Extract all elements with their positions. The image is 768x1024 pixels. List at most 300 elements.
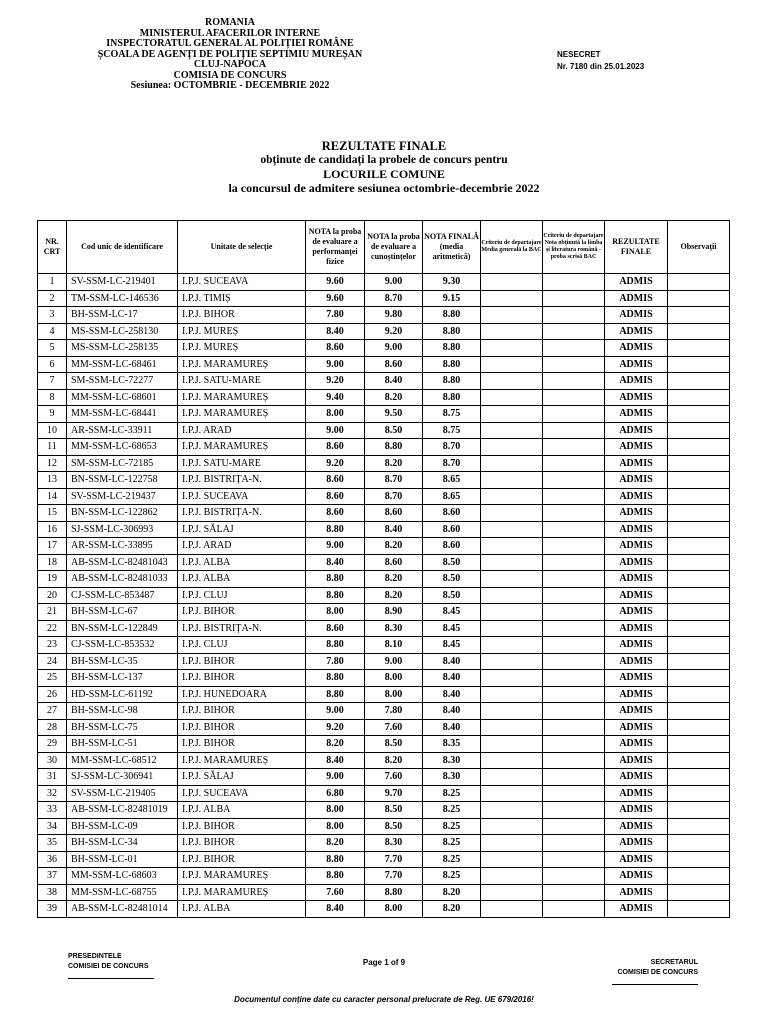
document-number: Nr. 7180 din 25.01.2023 — [557, 62, 645, 71]
selection-unit: I.P.J. CLUJ — [178, 587, 306, 604]
grade-final: 8.40 — [423, 670, 481, 687]
candidate-code: BN-SSM-LC-122849 — [67, 620, 178, 637]
row-number: 9 — [38, 406, 67, 423]
candidate-code: SJ-SSM-LC-306993 — [67, 521, 178, 538]
row-number: 13 — [38, 472, 67, 489]
final-result: ADMIS — [605, 274, 668, 291]
grade-physical: 8.00 — [306, 818, 365, 835]
grade-final: 8.20 — [423, 901, 481, 918]
selection-unit: I.P.J. TIMIȘ — [178, 290, 306, 307]
grade-knowledge: 8.20 — [365, 455, 423, 472]
grade-final: 8.25 — [423, 818, 481, 835]
president-commission: COMISIEI DE CONCURS — [68, 963, 149, 970]
grade-physical: 9.00 — [306, 422, 365, 439]
table-row — [38, 703, 730, 720]
grade-physical: 8.00 — [306, 802, 365, 819]
grade-physical: 8.00 — [306, 406, 365, 423]
grade-final: 8.30 — [423, 752, 481, 769]
criterion-romanian — [543, 406, 605, 423]
candidate-code: CJ-SSM-LC-853532 — [67, 637, 178, 654]
final-result: ADMIS — [605, 835, 668, 852]
row-number: 36 — [38, 851, 67, 868]
final-result: ADMIS — [605, 488, 668, 505]
selection-unit: I.P.J. SĂLAJ — [178, 521, 306, 538]
grade-final: 8.40 — [423, 653, 481, 670]
observations — [668, 653, 730, 670]
grade-knowledge: 8.50 — [365, 736, 423, 753]
classification-block — [557, 49, 644, 73]
final-result: ADMIS — [605, 554, 668, 571]
criterion-bac — [481, 521, 543, 538]
criterion-bac — [481, 818, 543, 835]
observations — [668, 785, 730, 802]
criterion-bac — [481, 356, 543, 373]
grade-knowledge: 8.00 — [365, 901, 423, 918]
header-line: CLUJ-NAPOCA — [193, 59, 267, 70]
criterion-romanian — [543, 670, 605, 687]
grade-knowledge: 8.60 — [365, 554, 423, 571]
criterion-bac — [481, 439, 543, 456]
grade-physical: 8.40 — [306, 323, 365, 340]
table-header-row — [38, 221, 730, 274]
grade-physical: 9.00 — [306, 538, 365, 555]
criterion-romanian — [543, 653, 605, 670]
table-row — [38, 488, 730, 505]
grade-knowledge: 8.30 — [365, 835, 423, 852]
row-number: 24 — [38, 653, 67, 670]
grade-physical: 8.80 — [306, 637, 365, 654]
criterion-romanian — [543, 604, 605, 621]
row-number: 32 — [38, 785, 67, 802]
grade-knowledge: 8.10 — [365, 637, 423, 654]
grade-physical: 8.80 — [306, 686, 365, 703]
observations — [668, 340, 730, 357]
row-number: 15 — [38, 505, 67, 522]
title-line-2: obținute de candidați la probele de concurs pentru — [260, 154, 508, 166]
candidate-code: MM-SSM-LC-68603 — [67, 868, 178, 885]
grade-final: 8.80 — [423, 323, 481, 340]
observations — [668, 736, 730, 753]
row-number: 34 — [38, 818, 67, 835]
row-number: 27 — [38, 703, 67, 720]
grade-knowledge: 8.90 — [365, 604, 423, 621]
criterion-bac — [481, 785, 543, 802]
observations — [668, 455, 730, 472]
row-number: 19 — [38, 571, 67, 588]
candidate-code: AB-SSM-LC-82481043 — [67, 554, 178, 571]
criterion-romanian — [543, 637, 605, 654]
grade-knowledge: 7.70 — [365, 868, 423, 885]
table-row — [38, 686, 730, 703]
selection-unit: I.P.J. MARAMUREȘ — [178, 406, 306, 423]
grade-final: 8.40 — [423, 686, 481, 703]
header-line: ȘCOALA DE AGENȚI DE POLIȚIE SEPTIMIU MUREȘAN — [97, 48, 363, 60]
observations — [668, 274, 730, 291]
table-row — [38, 373, 730, 390]
grade-final: 8.45 — [423, 604, 481, 621]
criterion-romanian — [543, 587, 605, 604]
classification-level: NESECRET — [557, 50, 601, 59]
secretary-commission: COMISIEI DE CONCURS — [617, 969, 698, 976]
final-result: ADMIS — [605, 472, 668, 489]
criterion-bac — [481, 538, 543, 555]
final-result: ADMIS — [605, 703, 668, 720]
row-number: 5 — [38, 340, 67, 357]
grade-final: 8.80 — [423, 307, 481, 324]
observations — [668, 769, 730, 786]
grade-knowledge: 9.00 — [365, 340, 423, 357]
criterion-bac — [481, 373, 543, 390]
row-number: 21 — [38, 604, 67, 621]
final-result: ADMIS — [605, 637, 668, 654]
grade-physical: 9.00 — [306, 356, 365, 373]
candidate-code: MM-SSM-LC-68653 — [67, 439, 178, 456]
grade-knowledge: 8.20 — [365, 389, 423, 406]
criterion-romanian — [543, 307, 605, 324]
grade-final: 8.35 — [423, 736, 481, 753]
candidate-code: SJ-SSM-LC-306941 — [67, 769, 178, 786]
criterion-bac — [481, 604, 543, 621]
selection-unit: I.P.J. BIHOR — [178, 736, 306, 753]
criterion-romanian — [543, 356, 605, 373]
grade-knowledge: 7.60 — [365, 719, 423, 736]
row-number: 14 — [38, 488, 67, 505]
grade-physical: 8.40 — [306, 901, 365, 918]
criterion-bac — [481, 274, 543, 291]
row-number: 38 — [38, 884, 67, 901]
final-result: ADMIS — [605, 686, 668, 703]
table-row — [38, 620, 730, 637]
selection-unit: I.P.J. BISTRIȚA-N. — [178, 620, 306, 637]
table-row — [38, 472, 730, 489]
grade-physical: 9.60 — [306, 290, 365, 307]
document-title — [0, 139, 768, 195]
institution-header — [60, 18, 400, 92]
grade-knowledge: 8.30 — [365, 620, 423, 637]
candidate-code: TM-SSM-LC-146536 — [67, 290, 178, 307]
table-row — [38, 505, 730, 522]
grade-physical: 8.60 — [306, 439, 365, 456]
grade-physical: 7.80 — [306, 653, 365, 670]
header-line: INSPECTORATUL GENERAL AL POLIȚIEI ROMÂNE — [106, 38, 354, 49]
observations — [668, 703, 730, 720]
table-row — [38, 439, 730, 456]
final-result: ADMIS — [605, 752, 668, 769]
grade-knowledge: 8.00 — [365, 686, 423, 703]
selection-unit: I.P.J. BIHOR — [178, 851, 306, 868]
observations — [668, 868, 730, 885]
grade-final: 8.25 — [423, 851, 481, 868]
candidate-code: AB-SSM-LC-82481033 — [67, 571, 178, 588]
criterion-romanian — [543, 521, 605, 538]
table-row — [38, 323, 730, 340]
criterion-bac — [481, 290, 543, 307]
grade-physical: 8.80 — [306, 571, 365, 588]
candidate-code: SV-SSM-LC-219405 — [67, 785, 178, 802]
criterion-romanian — [543, 323, 605, 340]
results-table — [37, 220, 730, 918]
grade-knowledge: 9.70 — [365, 785, 423, 802]
table-row — [38, 521, 730, 538]
final-result: ADMIS — [605, 307, 668, 324]
criterion-bac — [481, 488, 543, 505]
signature-line — [68, 978, 154, 979]
grade-final: 8.25 — [423, 785, 481, 802]
selection-unit: I.P.J. BIHOR — [178, 719, 306, 736]
grade-final: 8.45 — [423, 637, 481, 654]
criterion-romanian — [543, 868, 605, 885]
grade-physical: 8.20 — [306, 835, 365, 852]
candidate-code: MS-SSM-LC-258130 — [67, 323, 178, 340]
observations — [668, 521, 730, 538]
header-line: MINISTERUL AFACERILOR INTERNE — [139, 27, 321, 39]
final-result: ADMIS — [605, 884, 668, 901]
table-row — [38, 604, 730, 621]
criterion-bac — [481, 653, 543, 670]
selection-unit: I.P.J. SATU-MARE — [178, 455, 306, 472]
candidate-code: CJ-SSM-LC-853487 — [67, 587, 178, 604]
grade-final: 8.50 — [423, 587, 481, 604]
criterion-romanian — [543, 274, 605, 291]
grade-final: 8.65 — [423, 488, 481, 505]
final-result: ADMIS — [605, 505, 668, 522]
table-row — [38, 356, 730, 373]
table-row — [38, 290, 730, 307]
criterion-bac — [481, 670, 543, 687]
criterion-bac — [481, 406, 543, 423]
table-row — [38, 670, 730, 687]
criterion-bac — [481, 505, 543, 522]
criterion-romanian — [543, 373, 605, 390]
selection-unit: I.P.J. SUCEAVA — [178, 785, 306, 802]
grade-physical: 8.80 — [306, 521, 365, 538]
candidate-code: MM-SSM-LC-68441 — [67, 406, 178, 423]
criterion-bac — [481, 884, 543, 901]
grade-physical: 8.20 — [306, 736, 365, 753]
criterion-romanian — [543, 736, 605, 753]
selection-unit: I.P.J. BISTRIȚA-N. — [178, 472, 306, 489]
observations — [668, 373, 730, 390]
table-row — [38, 538, 730, 555]
candidate-code: AB-SSM-LC-82481019 — [67, 802, 178, 819]
selection-unit: I.P.J. ALBA — [178, 802, 306, 819]
row-number: 28 — [38, 719, 67, 736]
observations — [668, 670, 730, 687]
final-result: ADMIS — [605, 653, 668, 670]
grade-knowledge: 8.20 — [365, 752, 423, 769]
row-number: 11 — [38, 439, 67, 456]
final-result: ADMIS — [605, 719, 668, 736]
selection-unit: I.P.J. MARAMUREȘ — [178, 439, 306, 456]
observations — [668, 323, 730, 340]
criterion-romanian — [543, 472, 605, 489]
table-row — [38, 884, 730, 901]
grade-final: 8.70 — [423, 439, 481, 456]
criterion-romanian — [543, 505, 605, 522]
table-row — [38, 571, 730, 588]
candidate-code: SM-SSM-LC-72277 — [67, 373, 178, 390]
table-row — [38, 752, 730, 769]
grade-final: 8.25 — [423, 868, 481, 885]
final-result: ADMIS — [605, 868, 668, 885]
criterion-romanian — [543, 554, 605, 571]
final-result: ADMIS — [605, 455, 668, 472]
grade-physical: 9.40 — [306, 389, 365, 406]
signature-secretary — [612, 958, 698, 985]
selection-unit: I.P.J. BIHOR — [178, 818, 306, 835]
final-result: ADMIS — [605, 422, 668, 439]
page-number: Page 1 of 9 — [362, 958, 406, 967]
final-result: ADMIS — [605, 901, 668, 918]
table-row — [38, 406, 730, 423]
grade-physical: 9.00 — [306, 769, 365, 786]
table-row — [38, 868, 730, 885]
criterion-romanian — [543, 686, 605, 703]
final-result: ADMIS — [605, 620, 668, 637]
grade-final: 8.45 — [423, 620, 481, 637]
candidate-code: AR-SSM-LC-33911 — [67, 422, 178, 439]
table-row — [38, 802, 730, 819]
signature-line — [612, 984, 698, 985]
criterion-romanian — [543, 620, 605, 637]
row-number: 33 — [38, 802, 67, 819]
row-number: 31 — [38, 769, 67, 786]
row-number: 37 — [38, 868, 67, 885]
observations — [668, 290, 730, 307]
candidate-code: BH-SSM-LC-01 — [67, 851, 178, 868]
grade-knowledge: 7.60 — [365, 769, 423, 786]
observations — [668, 587, 730, 604]
grade-knowledge: 9.20 — [365, 323, 423, 340]
criterion-romanian — [543, 818, 605, 835]
grade-physical: 8.60 — [306, 472, 365, 489]
criterion-bac — [481, 851, 543, 868]
observations — [668, 884, 730, 901]
table-row — [38, 422, 730, 439]
final-result: ADMIS — [605, 604, 668, 621]
observations — [668, 620, 730, 637]
criterion-bac — [481, 472, 543, 489]
final-result: ADMIS — [605, 356, 668, 373]
final-result: ADMIS — [605, 406, 668, 423]
grade-physical: 8.60 — [306, 340, 365, 357]
observations — [668, 554, 730, 571]
selection-unit: I.P.J. BIHOR — [178, 835, 306, 852]
criterion-bac — [481, 587, 543, 604]
row-number: 20 — [38, 587, 67, 604]
row-number: 2 — [38, 290, 67, 307]
criterion-romanian — [543, 538, 605, 555]
grade-knowledge: 8.20 — [365, 571, 423, 588]
grade-physical: 8.60 — [306, 620, 365, 637]
candidate-code: AB-SSM-LC-82481014 — [67, 901, 178, 918]
selection-unit: I.P.J. BISTRIȚA-N. — [178, 505, 306, 522]
table-row — [38, 637, 730, 654]
president-title: PRESEDINTELE — [68, 953, 122, 960]
table-row — [38, 389, 730, 406]
grade-knowledge: 8.40 — [365, 521, 423, 538]
observations — [668, 686, 730, 703]
criterion-romanian — [543, 571, 605, 588]
observations — [668, 719, 730, 736]
table-row — [38, 274, 730, 291]
criterion-romanian — [543, 340, 605, 357]
grade-knowledge: 8.70 — [365, 488, 423, 505]
observations — [668, 851, 730, 868]
criterion-romanian — [543, 422, 605, 439]
grade-physical: 8.40 — [306, 554, 365, 571]
grade-final: 8.70 — [423, 455, 481, 472]
criterion-romanian — [543, 851, 605, 868]
final-result: ADMIS — [605, 571, 668, 588]
secretary-title: SECRETARUL — [650, 959, 698, 966]
final-result: ADMIS — [605, 736, 668, 753]
grade-knowledge: 9.00 — [365, 653, 423, 670]
criterion-bac — [481, 637, 543, 654]
grade-knowledge: 8.60 — [365, 505, 423, 522]
row-number: 7 — [38, 373, 67, 390]
grade-knowledge: 8.80 — [365, 439, 423, 456]
grade-physical: 8.80 — [306, 868, 365, 885]
grade-knowledge: 8.20 — [365, 538, 423, 555]
grade-physical: 8.60 — [306, 505, 365, 522]
observations — [668, 406, 730, 423]
selection-unit: I.P.J. BIHOR — [178, 670, 306, 687]
selection-unit: I.P.J. MARAMUREȘ — [178, 356, 306, 373]
selection-unit: I.P.J. SATU-MARE — [178, 373, 306, 390]
candidate-code: BH-SSM-LC-34 — [67, 835, 178, 852]
observations — [668, 835, 730, 852]
grade-final: 8.20 — [423, 884, 481, 901]
grade-physical: 8.80 — [306, 670, 365, 687]
table-row — [38, 307, 730, 324]
observations — [668, 571, 730, 588]
row-number: 30 — [38, 752, 67, 769]
grade-final: 8.75 — [423, 422, 481, 439]
final-result: ADMIS — [605, 851, 668, 868]
observations — [668, 389, 730, 406]
grade-knowledge: 9.00 — [365, 274, 423, 291]
grade-final: 8.50 — [423, 554, 481, 571]
header-nota-finala: NOTA FINALĂ (media aritmetică) — [423, 221, 481, 274]
grade-knowledge: 8.70 — [365, 472, 423, 489]
grade-final: 8.50 — [423, 571, 481, 588]
candidate-code: BH-SSM-LC-137 — [67, 670, 178, 687]
observations — [668, 637, 730, 654]
candidate-code: SM-SSM-LC-72185 — [67, 455, 178, 472]
selection-unit: I.P.J. BIHOR — [178, 703, 306, 720]
criterion-romanian — [543, 752, 605, 769]
criterion-bac — [481, 323, 543, 340]
grade-physical: 6.80 — [306, 785, 365, 802]
criterion-bac — [481, 340, 543, 357]
table-row — [38, 554, 730, 571]
final-result: ADMIS — [605, 769, 668, 786]
header-line: Sesiunea: OCTOMBRIE - DECEMBRIE 2022 — [130, 80, 330, 91]
criterion-romanian — [543, 802, 605, 819]
row-number: 18 — [38, 554, 67, 571]
table-row — [38, 901, 730, 918]
table-row — [38, 769, 730, 786]
header-observatii: Observații — [668, 221, 730, 274]
table-row — [38, 785, 730, 802]
row-number: 25 — [38, 670, 67, 687]
selection-unit: I.P.J. BIHOR — [178, 307, 306, 324]
criterion-bac — [481, 686, 543, 703]
candidate-code: SV-SSM-LC-219401 — [67, 274, 178, 291]
gdpr-disclaimer: Documentul conține date cu caracter personal prelucrate de Reg. UE 679/2016! — [234, 995, 534, 1004]
observations — [668, 802, 730, 819]
